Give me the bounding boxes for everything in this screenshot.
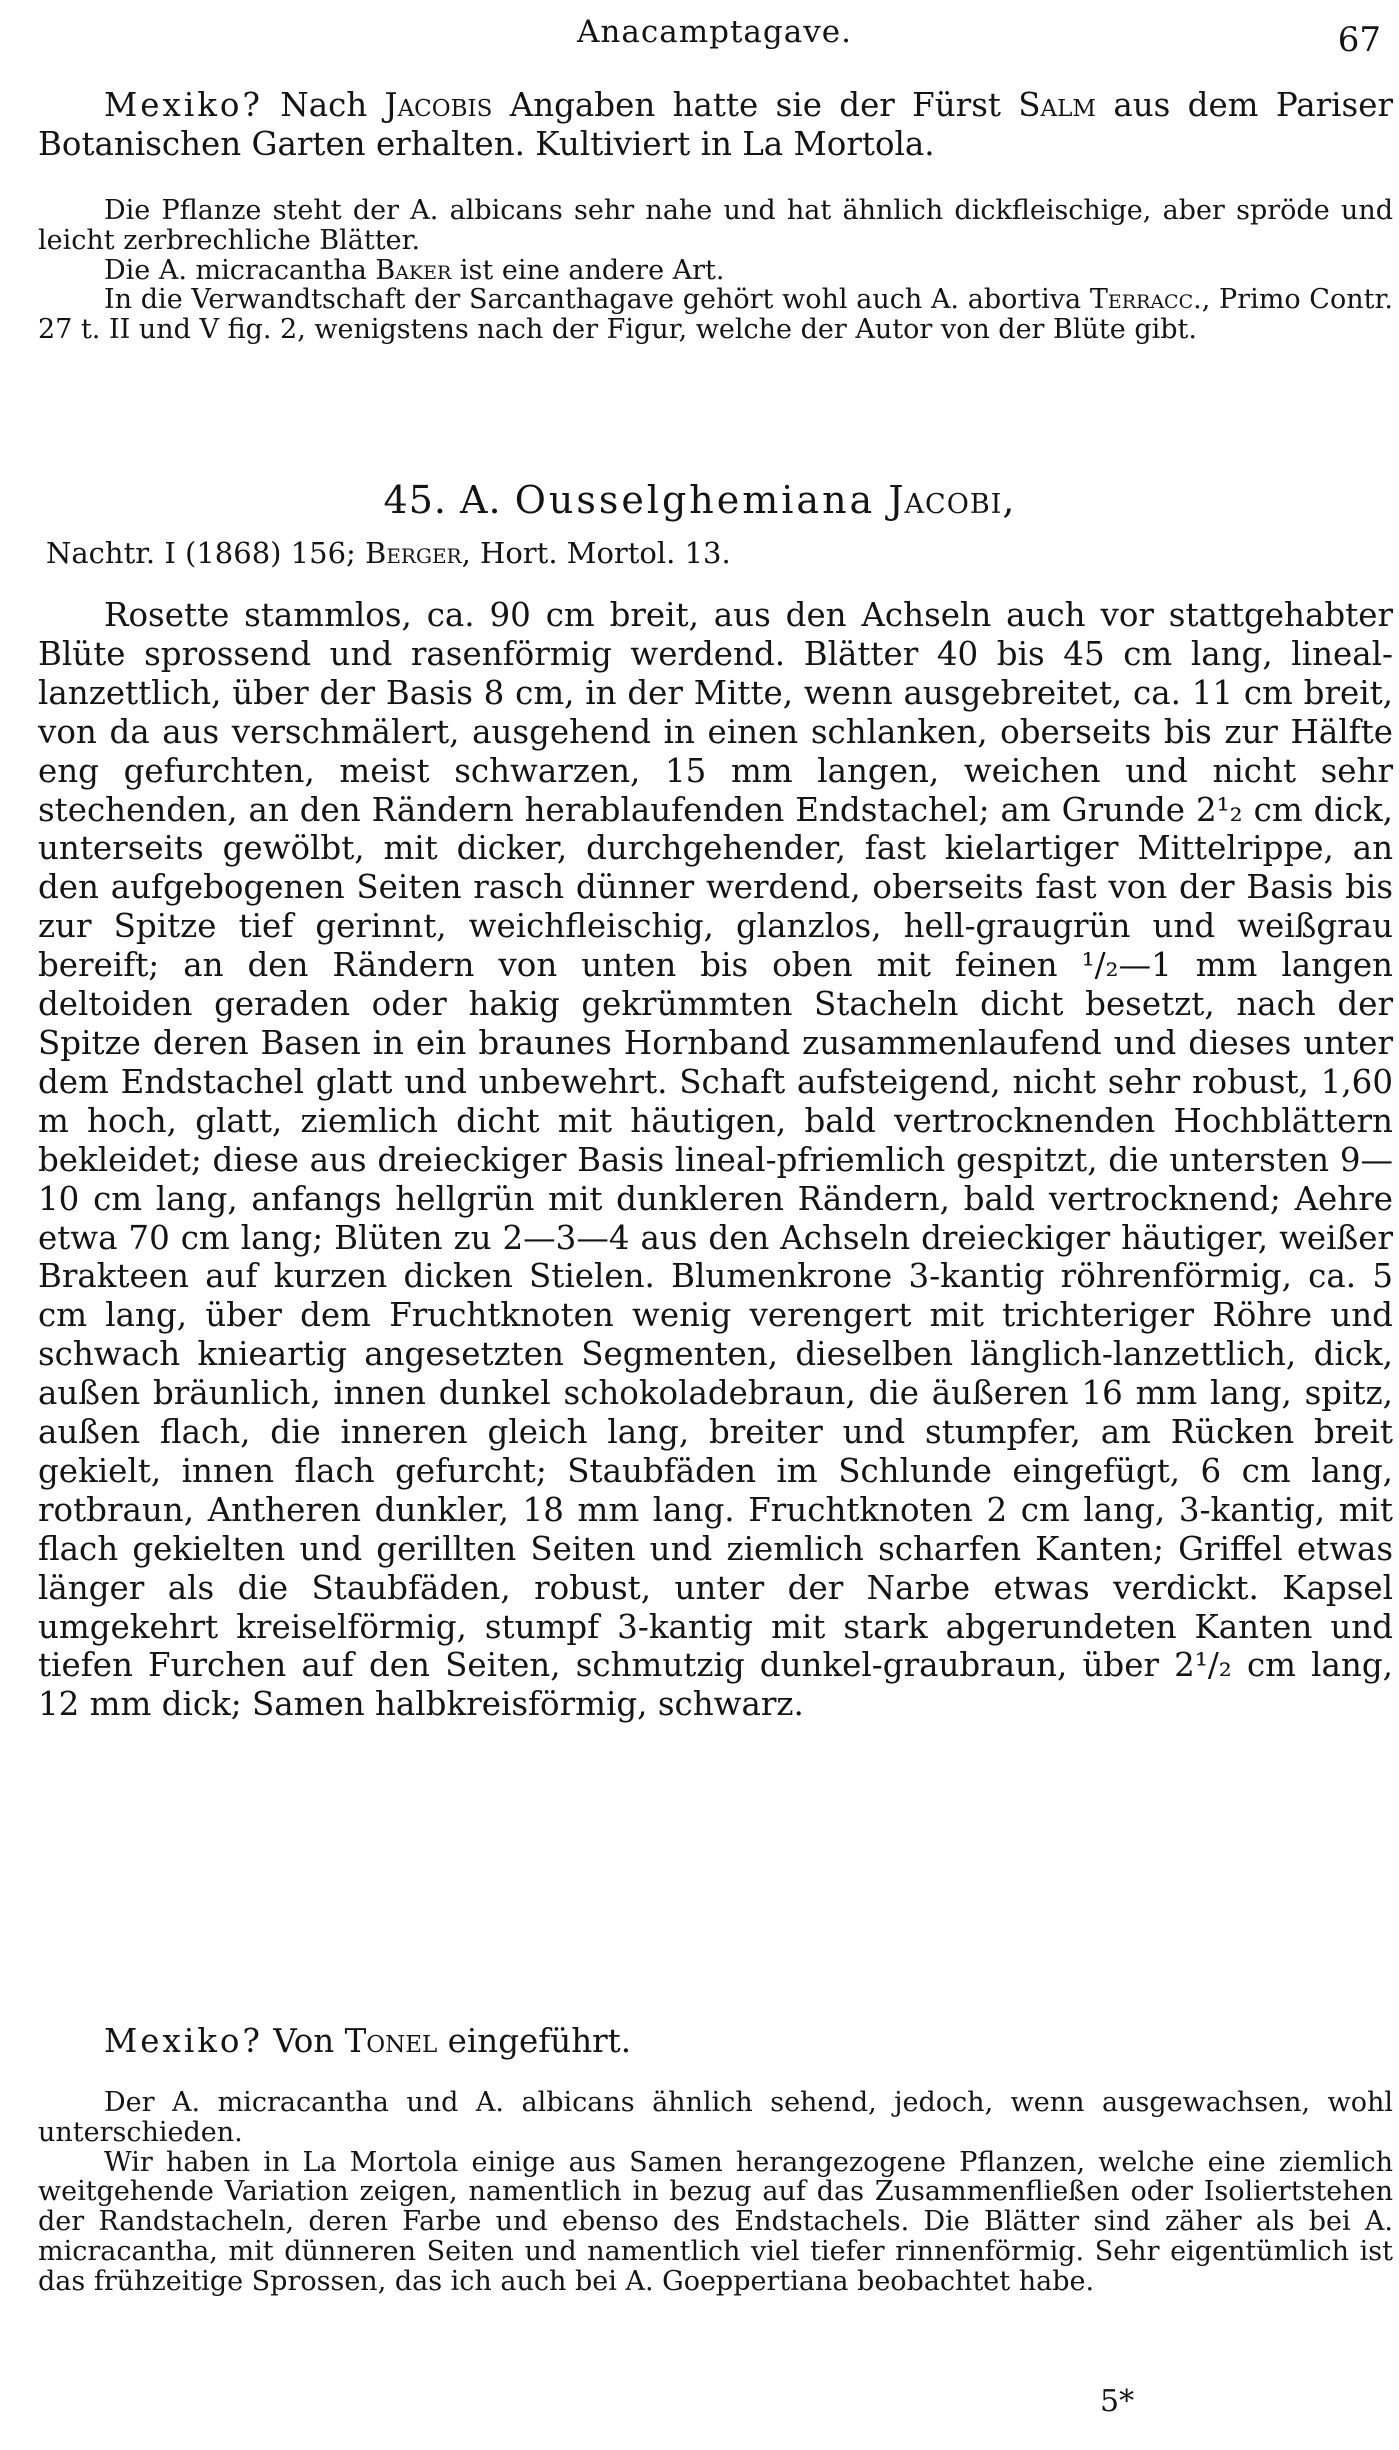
- note-paragraph: [38, 285, 1393, 345]
- author-name: Salm: [1018, 86, 1096, 124]
- author-name: Jacobis: [384, 86, 493, 124]
- text-run: Nachtr. I (1868) 156;: [46, 536, 366, 570]
- text-run: , Primo Contr. 27 t. II und V fig. 2, wenigstens nach der Figur, welche der Autor von der Blüte gibt.: [38, 284, 1393, 346]
- description-paragraph: Rosette stammlos, ca. 90 cm breit, aus den Achseln auch vor stattgehabter Blüte sprossend und rasenförmig werdend. Blätter 40 bis 45 cm lang, lineal-lanzettlich, über der Basis 8 cm, in der Mitte, wenn ausgebreitet, ca. 11 cm breit, von da aus verschmälert, ausgehend in einen schlanken, oberseits bis zur Hälfte eng gefurchten, meist schwarzen, 15 mm langen, weichen und nicht sehr stechenden, an den Rändern herablaufenden Endstachel; am Grunde 2¹₂ cm dick, unterseits gewölbt, mit dicker, durchgehender, fast kielartiger Mittelrippe, an den aufgebogenen Seiten rasch dünner werdend, oberseits fast von der Basis bis zur Spitze tief gerinnt, weichfleischig, glanzlos, hell-graugrün und weißgrau bereift; an den Rändern von unten bis oben mit feinen ¹/₂—1 mm langen deltoiden geraden oder hakig gekrümmten Stacheln dicht besetzt, nach der Spitze deren Basen in ein braunes Hornband zusammenlaufend und dieses unter dem Endstachel glatt und unbewehrt. Schaft aufsteigend, nicht sehr robust, 1,60 m hoch, glatt, ziemlich dicht mit häutigen, bald vertrocknenden Hochblättern bekleidet; diese aus dreieckiger Basis lineal-pfriemlich gespitzt, die untersten 9—10 cm lang, anfangs hellgrün mit dunkleren Rändern, bald vertrocknend; Aehre etwa 70 cm lang; Blüten zu 2—3—4 aus den Achseln dreieckiger häutiger, weißer Brakteen auf kurzen dicken Stielen. Blumenkrone 3-kantig röhrenförmig, ca. 5 cm lang, über dem Fruchtknoten wenig verengert mit trichteriger Röhre und schwach knieartig angesetzten Segmenten, dieselben länglich-lanzettlich, dick, außen bräunlich, innen dunkel schokoladebraun, die äußeren 16 mm lang, spitz, außen flach, die inneren gleich lang, breiter und stumpfer, am Rücken breit gekielt, innen flach gefurcht; Staubfäden im Schlunde eingefügt, 6 cm lang, rotbraun, Antheren dunkler, 18 mm lang. Fruchtknoten 2 cm lang, 3-kantig, mit flach gekielten und gerillten Seiten und ziemlich scharfen Kanten; Griffel etwas länger als die Staubfäden, robust, unter der Narbe etwas verdickt. Kapsel umgekehrt kreiselförmig, stumpf 3-kantig mit stark abgerundeten Kanten und tiefen Furchen auf den Seiten, schmutzig dunkel-graubraun, über 2¹/₂ cm lang, 12 mm dick; Samen halbkreisförmig, schwarz.: [38, 596, 1393, 1724]
- species-name: Ousselghemiana: [514, 478, 876, 522]
- text-run: In die Verwandtschaft der Sarcanthagave gehört wohl auch A. abortiva: [104, 284, 1090, 316]
- note-paragraph: Die Pflanze steht der A. albicans sehr nahe und hat ähnlich dickfleischige, aber spröde und leicht zerbrechliche Blätter.: [38, 195, 1393, 256]
- distribution-paragraph: [38, 86, 1393, 164]
- text-run: eingeführt.: [437, 2022, 632, 2060]
- running-title: Anacamptagave.: [577, 14, 852, 50]
- previous-entry-distribution: [38, 86, 1393, 164]
- previous-entry-notes: [38, 196, 1393, 345]
- text-run: ist eine andere Art.: [451, 254, 725, 286]
- text-run: Die A. micracantha: [104, 254, 376, 286]
- author-name: Tonel: [344, 2022, 438, 2060]
- author-name: Baker: [375, 254, 452, 286]
- species-distribution: [38, 2022, 1393, 2061]
- note-paragraph: Der A. micracantha und A. albicans ähnlich sehend, jedoch, wenn ausgewachsen, wohl unterschieden.: [38, 2087, 1393, 2148]
- distribution-paragraph: [38, 2022, 1393, 2061]
- note-paragraph: Wir haben in La Mortola einige aus Samen herangezogene Pflanzen, welche eine ziemlich weitgehende Variation zeigen, namentlich in bezug auf das Zusammenfließen oder Isoliertstehen der Randstacheln, deren Farbe und ebenso des Endstachels. Die Blätter sind zäher als bei A. micracantha, mit dünneren Seiten und namentlich viel tiefer rinnenförmig. Sehr eigentümlich ist das frühzeitige Sprossen, das ich auch bei A. Goeppertiana beobachtet habe.: [38, 2146, 1393, 2297]
- species-notes: [38, 2088, 1393, 2297]
- author-name: Berger: [365, 536, 462, 570]
- species-citation: [46, 536, 731, 570]
- page-number: 67: [1337, 20, 1381, 60]
- note-paragraph: [38, 256, 1393, 286]
- text-run: , Hort. Mortol. 13.: [461, 536, 731, 570]
- species-author: Jacobi,: [888, 478, 1016, 522]
- text-run: Angaben hatte sie der Fürst: [492, 86, 1019, 124]
- species-number: 45. A.: [383, 478, 502, 522]
- text-run: Nach: [262, 86, 385, 124]
- distribution-label: Mexiko?: [104, 86, 263, 124]
- species-description: [38, 596, 1393, 1724]
- page-header: [40, 6, 1389, 66]
- author-name: Terracc.: [1089, 284, 1202, 316]
- text-run: Von: [262, 2022, 345, 2060]
- text-run: aus dem Pariser Botanischen Garten erhalten. Kultiviert in La Mortola.: [38, 86, 1394, 163]
- signature-mark: 5*: [1100, 2384, 1135, 2419]
- distribution-label: Mexiko?: [104, 2022, 263, 2060]
- species-heading: [0, 478, 1399, 522]
